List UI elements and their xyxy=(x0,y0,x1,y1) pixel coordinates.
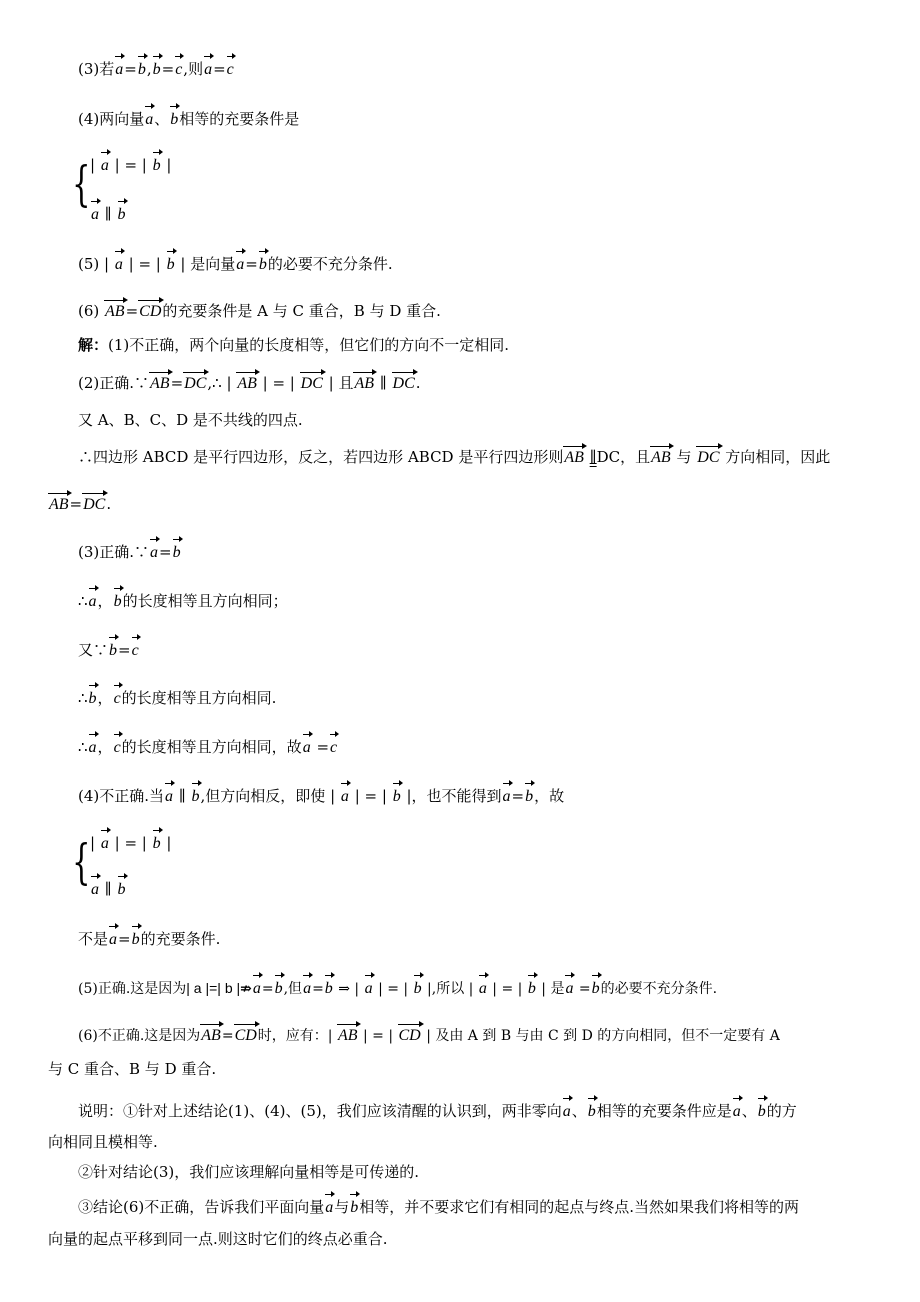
vector-b: b xyxy=(527,978,537,1000)
text: 的必要不充分条件. xyxy=(600,981,718,997)
solution-2-conclusion xyxy=(48,493,111,516)
text: | xyxy=(90,834,96,852)
text: 时，应有：| xyxy=(257,1028,333,1044)
text: = xyxy=(118,641,131,659)
vector-a: a xyxy=(114,59,124,81)
vector-AB: AB xyxy=(650,447,672,469)
vector-a: a xyxy=(90,879,100,901)
text: , xyxy=(146,60,152,78)
vector-DC: DC xyxy=(392,373,416,395)
text: ②针对结论(3)，我们应该理解向量相等是可传递的. xyxy=(78,1163,420,1181)
vector-b: b xyxy=(117,879,127,901)
vector-b: b xyxy=(258,254,268,276)
text: 又∵ xyxy=(78,641,109,659)
solution-3 xyxy=(78,541,182,564)
text: | xyxy=(166,834,172,852)
vector-b: b xyxy=(88,688,98,710)
text: DC，且 xyxy=(596,448,651,466)
note-2 xyxy=(78,1161,419,1183)
text: 、 xyxy=(154,110,170,128)
vector-b: b xyxy=(587,1101,597,1123)
text: 的方 xyxy=(766,1102,797,1120)
text: 说明：①针对上述结论(1)、(4)、(5)，我们应该清醒的认识到，两非零向 xyxy=(78,1102,562,1120)
vector-c: c xyxy=(113,688,122,710)
vector-b: b xyxy=(172,542,182,564)
vector-a: a xyxy=(340,786,350,808)
text: | = | xyxy=(378,981,409,997)
text: ∥ xyxy=(379,374,387,392)
vector-AB: AB xyxy=(48,494,70,516)
solution-2 xyxy=(78,372,421,395)
text: 的必要不充分条件. xyxy=(267,255,393,273)
text: 的长度相等且方向相同； xyxy=(122,592,288,610)
vector-AB: AB xyxy=(563,447,585,469)
text: ∥ xyxy=(104,880,112,898)
text: (4)不正确.当 xyxy=(78,787,165,805)
text: | a |=| b | xyxy=(186,980,241,996)
text: ∥ xyxy=(104,205,112,223)
text: = xyxy=(161,60,175,78)
solution-3-step2 xyxy=(78,639,140,662)
text: ， xyxy=(97,689,113,707)
vector-a: a xyxy=(252,978,262,1000)
solution-4 xyxy=(78,785,564,808)
text: ∴四边形 ABCD 是平行四边形，反之，若四边形 ABCD 是平行四边形则 xyxy=(78,448,564,466)
condition-equal-length xyxy=(90,832,171,855)
vector-a: a xyxy=(564,978,574,1000)
solution-1 xyxy=(78,334,509,356)
solution-3-step4 xyxy=(78,736,338,759)
left-brace: { xyxy=(72,156,91,212)
vector-b: b xyxy=(113,591,123,613)
text: = xyxy=(213,60,226,78)
vector-b: b xyxy=(349,1197,359,1219)
text: 不是 xyxy=(78,930,109,948)
vector-b: b xyxy=(137,59,147,81)
vector-AB: AB xyxy=(353,373,375,395)
text: |，也不能得到 xyxy=(406,787,502,805)
text: 的充要条件是 A 与 C 重合，B 与 D 重合. xyxy=(162,302,441,320)
vector-b: b xyxy=(392,786,402,808)
text: 相等的充要条件应是 xyxy=(596,1102,732,1120)
solution-3-step3 xyxy=(78,687,276,710)
vector-b: b xyxy=(117,204,127,226)
text: 的充要条件. xyxy=(140,930,221,948)
vector-b: b xyxy=(166,254,176,276)
vector-a: a xyxy=(149,542,159,564)
vector-b: b xyxy=(152,155,162,177)
vector-c: c xyxy=(174,59,183,81)
vector-a: a xyxy=(235,254,245,276)
vector-a: a xyxy=(364,978,374,1000)
vector-DC: DC xyxy=(696,447,720,469)
text: | 是 xyxy=(541,981,565,997)
vector-c: c xyxy=(113,737,122,759)
solution-2-parallelogram xyxy=(78,446,830,469)
vector-a: a xyxy=(732,1101,742,1123)
text: 的长度相等且方向相同，故 xyxy=(121,738,302,756)
vector-a: a xyxy=(302,978,312,1000)
text: 相等的充要条件是 xyxy=(179,110,300,128)
text: 向量的起点平移到同一点.则这时它们的终点必重合. xyxy=(48,1230,388,1248)
vector-DC: DC xyxy=(183,373,207,395)
text: | = | xyxy=(492,981,523,997)
text: ,但 xyxy=(283,981,303,997)
statement-3 xyxy=(78,58,235,81)
solution-6-cont xyxy=(48,1058,216,1080)
text: = xyxy=(118,930,131,948)
vector-b: b xyxy=(524,786,534,808)
vector-a: a xyxy=(164,786,174,808)
text: = xyxy=(511,787,525,805)
not-implies-symbol: ⇏ xyxy=(240,981,252,997)
solution-5 xyxy=(78,977,717,1000)
vector-b: b xyxy=(191,786,201,808)
text: 方向相同，因此 xyxy=(725,448,831,466)
vector-AB: AB xyxy=(236,373,258,395)
vector-AB: AB xyxy=(104,301,126,323)
vector-a: a xyxy=(203,59,213,81)
text: = xyxy=(316,738,330,756)
vector-b: b xyxy=(108,640,118,662)
vector-a: a xyxy=(90,204,100,226)
vector-a: a xyxy=(100,155,110,177)
text: ⇒ | xyxy=(338,981,360,997)
note-3 xyxy=(78,1196,799,1219)
text: ∴ xyxy=(78,689,88,707)
solution-6 xyxy=(78,1025,780,1047)
vector-b: b xyxy=(131,929,141,951)
text: ③结论(6)不正确，告诉我们平面向量 xyxy=(78,1198,325,1216)
vector-AB: AB xyxy=(200,1025,222,1047)
vector-a: a xyxy=(144,109,154,131)
text: | 及由 A 到 B 与由 C 到 D 的方向相同，但不一定要有 A xyxy=(426,1028,780,1044)
text: ， xyxy=(97,592,113,610)
text: 与 xyxy=(676,448,692,466)
vector-CD: CD xyxy=(234,1025,258,1047)
statement-6 xyxy=(78,300,441,323)
text: = xyxy=(221,1028,234,1044)
text: = xyxy=(261,981,274,997)
text: . xyxy=(415,374,421,392)
statement-5 xyxy=(78,253,393,276)
text: (5) | xyxy=(78,255,110,273)
text: | = | xyxy=(354,787,387,805)
text: (3)正确.∵ xyxy=(78,543,150,561)
vector-b: b xyxy=(591,978,601,1000)
text: (6) xyxy=(78,302,100,320)
text: = xyxy=(125,302,139,320)
text: ， xyxy=(97,738,113,756)
vector-c: c xyxy=(329,737,338,759)
vector-CD: CD xyxy=(398,1025,422,1047)
text: 、 xyxy=(571,1102,587,1120)
vector-a: a xyxy=(502,786,512,808)
vector-a: a xyxy=(88,591,98,613)
text: | 是向量 xyxy=(180,255,236,273)
vector-a: a xyxy=(478,978,488,1000)
text: | = | xyxy=(262,374,295,392)
vector-a: a xyxy=(114,254,124,276)
text: | xyxy=(166,156,172,174)
text: | xyxy=(90,156,96,174)
vector-a: a xyxy=(88,737,98,759)
text: 的长度相等且方向相同. xyxy=(121,689,277,707)
text: ∥ xyxy=(178,787,186,805)
vector-a: a xyxy=(324,1197,334,1219)
solution-label: 解： xyxy=(78,336,109,354)
vector-AB: AB xyxy=(337,1025,359,1047)
vector-b: b xyxy=(324,978,334,1000)
condition-equal-length xyxy=(90,154,171,177)
solution-3-step1 xyxy=(78,590,288,613)
text: . xyxy=(106,495,112,513)
text: ∴ xyxy=(78,592,88,610)
text: (1)不正确，两个向量的长度相等，但它们的方向不一定相同. xyxy=(108,336,510,354)
solution-4-conclusion xyxy=(78,928,220,951)
text: ，故 xyxy=(534,787,565,805)
text: ,则 xyxy=(183,60,204,78)
note-3-cont xyxy=(48,1228,388,1250)
vector-a: a xyxy=(562,1101,572,1123)
text: (5)正确.这是因为 xyxy=(78,981,187,997)
note-1-cont xyxy=(48,1131,158,1153)
vector-a: a xyxy=(108,929,118,951)
text: 向相同且模相等. xyxy=(48,1133,158,1151)
text: 与 xyxy=(334,1198,350,1216)
text: ∥ xyxy=(589,448,597,466)
vector-b: b xyxy=(152,833,162,855)
text: ,但方向相反，即使 | xyxy=(200,787,336,805)
text: | 且 xyxy=(328,374,354,392)
text: 相等，并不要求它们有相同的起点与终点.当然如果我们将相等的两 xyxy=(359,1198,800,1216)
vector-b: b xyxy=(152,59,162,81)
text: (6)不正确.这是因为 xyxy=(78,1028,201,1044)
text: | = | xyxy=(114,156,147,174)
statement-4 xyxy=(78,108,299,131)
vector-DC: DC xyxy=(82,494,106,516)
text: = xyxy=(170,374,184,392)
left-brace: { xyxy=(72,834,91,890)
note-1 xyxy=(78,1100,797,1123)
vector-c: c xyxy=(226,59,235,81)
vector-DC: DC xyxy=(300,373,324,395)
vector-b: b xyxy=(757,1101,767,1123)
text: = xyxy=(69,495,83,513)
vector-b: b xyxy=(169,109,179,131)
text: | = | xyxy=(362,1028,394,1044)
text: = xyxy=(159,543,172,561)
condition-parallel xyxy=(90,203,127,226)
vector-CD: CD xyxy=(138,301,162,323)
text: (2)正确.∵ xyxy=(78,374,150,392)
text: = xyxy=(245,255,258,273)
text: (4)两向量 xyxy=(78,110,145,128)
vector-a: a xyxy=(100,833,110,855)
text: | = | xyxy=(128,255,161,273)
text: (3)若 xyxy=(78,60,115,78)
solution-2-note xyxy=(78,409,303,431)
vector-AB: AB xyxy=(149,373,171,395)
vector-b: b xyxy=(413,978,423,1000)
text: 又 A、B、C、D 是不共线的四点. xyxy=(78,411,303,429)
text: | = | xyxy=(114,834,147,852)
text: |,所以 | xyxy=(427,981,474,997)
text: ∴ xyxy=(78,738,88,756)
vector-b: b xyxy=(274,978,284,1000)
text: = xyxy=(578,981,591,997)
text: 与 C 重合、B 与 D 重合. xyxy=(48,1060,217,1078)
vector-c: c xyxy=(131,640,140,662)
condition-parallel xyxy=(90,878,127,901)
text: = xyxy=(124,60,137,78)
text: ,∴ | xyxy=(207,374,232,392)
vector-a: a xyxy=(302,737,312,759)
text: = xyxy=(312,981,324,997)
text: 、 xyxy=(741,1102,757,1120)
